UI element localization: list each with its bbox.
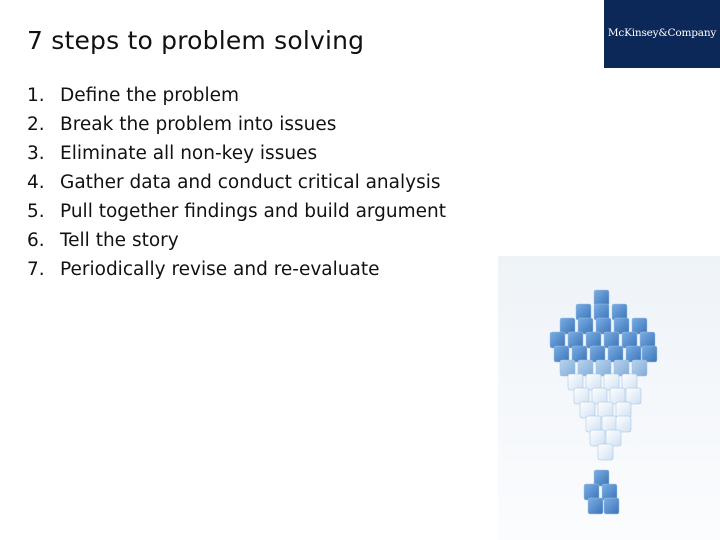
block — [622, 332, 637, 348]
step-text: Gather data and conduct critical analysis — [60, 172, 441, 193]
block — [560, 318, 575, 334]
step-item — [27, 114, 446, 143]
step-item — [27, 172, 446, 201]
block — [578, 318, 593, 334]
step-number: 5. — [27, 201, 45, 222]
step-number: 6. — [27, 230, 45, 251]
block — [576, 304, 591, 320]
step-item — [27, 143, 446, 172]
block — [612, 304, 627, 320]
block — [568, 374, 583, 390]
block — [596, 318, 611, 334]
block — [614, 318, 629, 334]
block — [592, 388, 607, 404]
block — [622, 374, 637, 390]
company-logo — [604, 0, 720, 68]
block — [608, 346, 623, 362]
block — [598, 402, 613, 418]
step-number: 2. — [27, 114, 45, 135]
block — [606, 430, 621, 446]
block — [568, 332, 583, 348]
exclamation-blocks-illustration — [498, 256, 720, 540]
step-text: Define the problem — [60, 85, 240, 106]
step-number: 4. — [27, 172, 45, 193]
block — [590, 430, 605, 446]
slide-title: 7 steps to problem solving — [27, 26, 365, 55]
logo-text: McKinsey&Company — [607, 27, 717, 39]
step-number: 7. — [27, 259, 45, 280]
block — [604, 332, 619, 348]
step-text: Tell the story — [60, 230, 179, 251]
block — [594, 304, 609, 320]
block — [604, 498, 619, 514]
step-item — [27, 230, 446, 259]
step-item — [27, 259, 446, 288]
block — [594, 470, 609, 486]
block — [574, 388, 589, 404]
block — [616, 416, 631, 432]
block — [626, 346, 641, 362]
block — [642, 346, 657, 362]
step-number: 1. — [27, 85, 45, 106]
step-text: Periodically revise and re-evaluate — [60, 259, 380, 280]
step-item — [27, 85, 446, 114]
block — [584, 484, 599, 500]
step-text: Eliminate all non-key issues — [60, 143, 318, 164]
block — [596, 360, 611, 376]
block — [580, 402, 595, 418]
block — [614, 360, 629, 376]
step-number: 3. — [27, 143, 45, 164]
block — [560, 360, 575, 376]
block — [604, 374, 619, 390]
block — [602, 484, 617, 500]
block — [616, 402, 631, 418]
block — [626, 388, 641, 404]
block — [572, 346, 587, 362]
step-text: Break the problem into issues — [60, 114, 337, 135]
block — [632, 360, 647, 376]
block — [586, 332, 601, 348]
step-item — [27, 201, 446, 230]
steps-list — [27, 85, 446, 288]
block — [590, 346, 605, 362]
block — [598, 444, 613, 460]
block — [586, 416, 601, 432]
block — [586, 374, 601, 390]
block — [640, 332, 655, 348]
block — [588, 498, 603, 514]
block — [578, 360, 593, 376]
block — [632, 318, 647, 334]
block — [550, 332, 565, 348]
block — [554, 346, 569, 362]
block — [602, 416, 617, 432]
block — [610, 388, 625, 404]
step-text: Pull together findings and build argument — [60, 201, 447, 222]
block — [594, 290, 609, 306]
